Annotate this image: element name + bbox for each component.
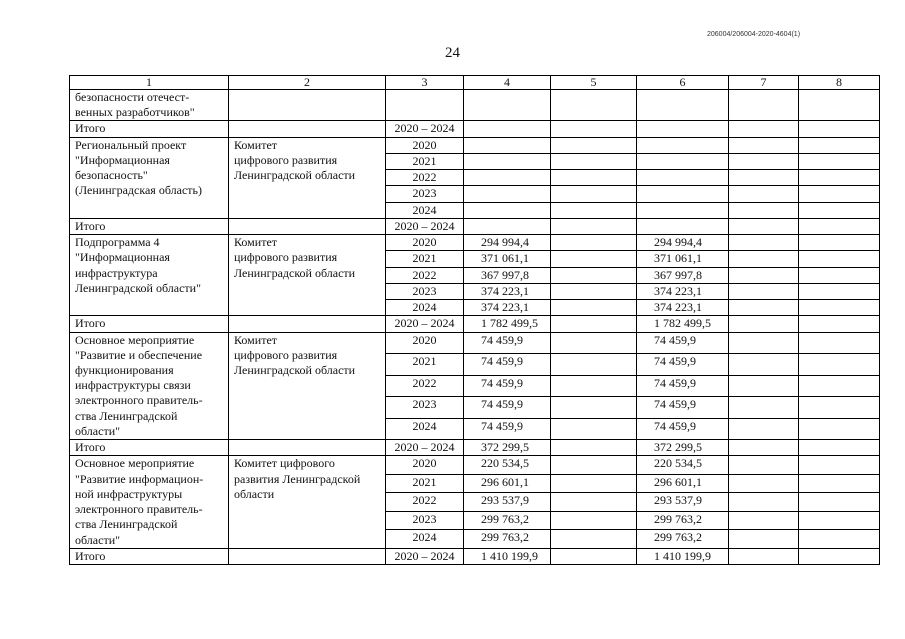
year-cell: 2023 (386, 186, 464, 202)
value-col4: 74 459,9 (464, 418, 551, 440)
period-cell: 2020 – 2024 (386, 440, 464, 456)
year-cell: 2022 (386, 267, 464, 283)
value-col7 (729, 137, 799, 153)
empty-cell (386, 90, 464, 121)
value-col6: 299 763,2 (637, 530, 729, 549)
value-col7 (729, 456, 799, 474)
value-col6: 74 459,9 (637, 354, 729, 376)
value-col6: 296 601,1 (637, 474, 729, 492)
value-col8 (799, 170, 880, 186)
header-cell: 4 (464, 76, 551, 90)
value-col4: 299 763,2 (464, 530, 551, 549)
value-col4 (464, 170, 551, 186)
value-col8 (799, 137, 880, 153)
responsible-cell (229, 218, 386, 234)
value-col5 (551, 548, 637, 564)
value-col6 (637, 218, 729, 234)
year-row (70, 456, 880, 474)
responsible-cell: Комитет цифрового развития Ленинградской области (229, 332, 386, 440)
value-col7 (729, 332, 799, 354)
value-col6 (637, 121, 729, 137)
responsible-cell (229, 548, 386, 564)
year-row (70, 235, 880, 251)
value-col5 (551, 530, 637, 549)
value-col4: 74 459,9 (464, 397, 551, 419)
value-col5 (551, 137, 637, 153)
value-col5 (551, 218, 637, 234)
value-col5 (551, 354, 637, 376)
total-label: Итого (70, 218, 229, 234)
total-row (70, 121, 880, 137)
value-col5 (551, 235, 637, 251)
value-col7 (729, 440, 799, 456)
value-col5 (551, 170, 637, 186)
value-col7 (729, 418, 799, 440)
value-col4: 374 223,1 (464, 283, 551, 299)
value-col8 (799, 493, 880, 511)
value-col8 (799, 548, 880, 564)
header-cell: 5 (551, 76, 637, 90)
empty-cell (464, 90, 551, 121)
period-cell: 2020 – 2024 (386, 121, 464, 137)
value-col8 (799, 218, 880, 234)
value-col8 (799, 186, 880, 202)
table-row (70, 90, 880, 121)
value-col5 (551, 300, 637, 316)
year-row (70, 332, 880, 354)
value-col5 (551, 440, 637, 456)
item-name: безопасности отечест- венных разработчиков" (70, 90, 229, 121)
value-col8 (799, 440, 880, 456)
document-id: 206004/206004-2020-4604(1) (707, 31, 801, 38)
value-col8 (799, 251, 880, 267)
value-col4: 299 763,2 (464, 511, 551, 529)
year-cell: 2023 (386, 511, 464, 529)
value-col4: 1 410 199,9 (464, 548, 551, 564)
year-cell: 2024 (386, 530, 464, 549)
value-col4: 296 601,1 (464, 474, 551, 492)
value-col6: 372 299,5 (637, 440, 729, 456)
year-cell: 2021 (386, 354, 464, 376)
value-col4 (464, 137, 551, 153)
responsible-cell: Комитет цифрового развития Ленинградской области (229, 456, 386, 548)
value-col4: 74 459,9 (464, 332, 551, 354)
value-col6 (637, 170, 729, 186)
value-col6 (637, 137, 729, 153)
responsible-cell (229, 90, 386, 121)
value-col8 (799, 332, 880, 354)
empty-cell (799, 90, 880, 121)
year-cell: 2020 (386, 456, 464, 474)
value-col8 (799, 456, 880, 474)
period-cell: 2020 – 2024 (386, 218, 464, 234)
year-cell: 2020 (386, 137, 464, 153)
value-col7 (729, 267, 799, 283)
total-label: Итого (70, 440, 229, 456)
period-cell: 2020 – 2024 (386, 316, 464, 332)
value-col8 (799, 511, 880, 529)
value-col4 (464, 186, 551, 202)
value-col7 (729, 316, 799, 332)
value-col5 (551, 375, 637, 397)
value-col8 (799, 530, 880, 549)
value-col6: 374 223,1 (637, 300, 729, 316)
value-col4: 1 782 499,5 (464, 316, 551, 332)
value-col6: 74 459,9 (637, 418, 729, 440)
item-name: Региональный проект "Информационная безопасность" (Ленинградская область) (70, 137, 229, 218)
value-col6: 294 994,4 (637, 235, 729, 251)
period-cell: 2020 – 2024 (386, 548, 464, 564)
value-col4: 372 299,5 (464, 440, 551, 456)
value-col5 (551, 202, 637, 218)
value-col5 (551, 418, 637, 440)
header-cell: 8 (799, 76, 880, 90)
empty-cell (551, 90, 637, 121)
value-col8 (799, 397, 880, 419)
empty-cell (637, 90, 729, 121)
value-col8 (799, 153, 880, 169)
year-cell: 2022 (386, 493, 464, 511)
value-col6: 367 997,8 (637, 267, 729, 283)
value-col4: 294 994,4 (464, 235, 551, 251)
value-col7 (729, 251, 799, 267)
year-cell: 2021 (386, 474, 464, 492)
value-col6: 293 537,9 (637, 493, 729, 511)
value-col6: 371 061,1 (637, 251, 729, 267)
total-label: Итого (70, 316, 229, 332)
value-col8 (799, 235, 880, 251)
value-col5 (551, 283, 637, 299)
value-col7 (729, 493, 799, 511)
value-col7 (729, 121, 799, 137)
value-col4 (464, 218, 551, 234)
value-col6: 1 410 199,9 (637, 548, 729, 564)
total-label: Итого (70, 548, 229, 564)
value-col4: 220 534,5 (464, 456, 551, 474)
value-col8 (799, 354, 880, 376)
year-cell: 2024 (386, 202, 464, 218)
value-col7 (729, 235, 799, 251)
header-cell: 2 (229, 76, 386, 90)
value-col6: 74 459,9 (637, 375, 729, 397)
value-col8 (799, 267, 880, 283)
value-col7 (729, 548, 799, 564)
value-col7 (729, 186, 799, 202)
value-col8 (799, 474, 880, 492)
value-col6: 374 223,1 (637, 283, 729, 299)
value-col8 (799, 283, 880, 299)
total-row (70, 218, 880, 234)
value-col7 (729, 283, 799, 299)
value-col4: 374 223,1 (464, 300, 551, 316)
value-col5 (551, 316, 637, 332)
value-col5 (551, 186, 637, 202)
value-col8 (799, 300, 880, 316)
year-cell: 2024 (386, 418, 464, 440)
value-col5 (551, 493, 637, 511)
value-col6 (637, 153, 729, 169)
value-col4 (464, 153, 551, 169)
value-col4: 293 537,9 (464, 493, 551, 511)
value-col5 (551, 474, 637, 492)
total-row (70, 316, 880, 332)
value-col8 (799, 418, 880, 440)
value-col7 (729, 375, 799, 397)
value-col7 (729, 218, 799, 234)
total-row (70, 440, 880, 456)
year-cell: 2021 (386, 251, 464, 267)
value-col6: 74 459,9 (637, 397, 729, 419)
header-cell: 1 (70, 76, 229, 90)
item-name: Основное мероприятие "Развитие и обеспечение функционирования инфраструктуры связи электронного правитель- ства Ленинградской области" (70, 332, 229, 440)
value-col4: 371 061,1 (464, 251, 551, 267)
value-col8 (799, 202, 880, 218)
value-col6 (637, 186, 729, 202)
year-cell: 2023 (386, 283, 464, 299)
value-col4 (464, 121, 551, 137)
value-col5 (551, 267, 637, 283)
year-cell: 2024 (386, 300, 464, 316)
value-col8 (799, 121, 880, 137)
value-col7 (729, 153, 799, 169)
responsible-cell (229, 316, 386, 332)
value-col8 (799, 375, 880, 397)
value-col6: 74 459,9 (637, 332, 729, 354)
header-cell: 3 (386, 76, 464, 90)
value-col5 (551, 121, 637, 137)
empty-cell (729, 90, 799, 121)
year-row (70, 137, 880, 153)
value-col7 (729, 202, 799, 218)
total-row (70, 548, 880, 564)
value-col8 (799, 316, 880, 332)
value-col5 (551, 397, 637, 419)
item-name: Подпрограмма 4 "Информационная инфраструктура Ленинградской области" (70, 235, 229, 316)
value-col7 (729, 300, 799, 316)
budget-table (69, 75, 880, 565)
year-cell: 2020 (386, 332, 464, 354)
responsible-cell: Комитет цифрового развития Ленинградской области (229, 235, 386, 316)
value-col4: 367 997,8 (464, 267, 551, 283)
year-cell: 2022 (386, 170, 464, 186)
value-col6 (637, 202, 729, 218)
item-name: Основное мероприятие "Развитие информацион- ной инфраструктуры электронного правитель- ства Ленинградской области" (70, 456, 229, 548)
page-number: 24 (445, 45, 460, 61)
value-col7 (729, 511, 799, 529)
value-col4: 74 459,9 (464, 375, 551, 397)
responsible-cell (229, 121, 386, 137)
value-col7 (729, 170, 799, 186)
year-cell: 2022 (386, 375, 464, 397)
header-cell: 6 (637, 76, 729, 90)
responsible-cell (229, 440, 386, 456)
value-col7 (729, 397, 799, 419)
header-cell: 7 (729, 76, 799, 90)
value-col6: 220 534,5 (637, 456, 729, 474)
year-cell: 2020 (386, 235, 464, 251)
value-col5 (551, 251, 637, 267)
value-col6: 1 782 499,5 (637, 316, 729, 332)
value-col4 (464, 202, 551, 218)
value-col5 (551, 456, 637, 474)
value-col7 (729, 530, 799, 549)
responsible-cell: Комитет цифрового развития Ленинградской области (229, 137, 386, 218)
value-col5 (551, 511, 637, 529)
year-cell: 2021 (386, 153, 464, 169)
value-col5 (551, 153, 637, 169)
value-col7 (729, 474, 799, 492)
value-col6: 299 763,2 (637, 511, 729, 529)
value-col4: 74 459,9 (464, 354, 551, 376)
header-row (70, 76, 880, 90)
value-col7 (729, 354, 799, 376)
total-label: Итого (70, 121, 229, 137)
value-col5 (551, 332, 637, 354)
year-cell: 2023 (386, 397, 464, 419)
